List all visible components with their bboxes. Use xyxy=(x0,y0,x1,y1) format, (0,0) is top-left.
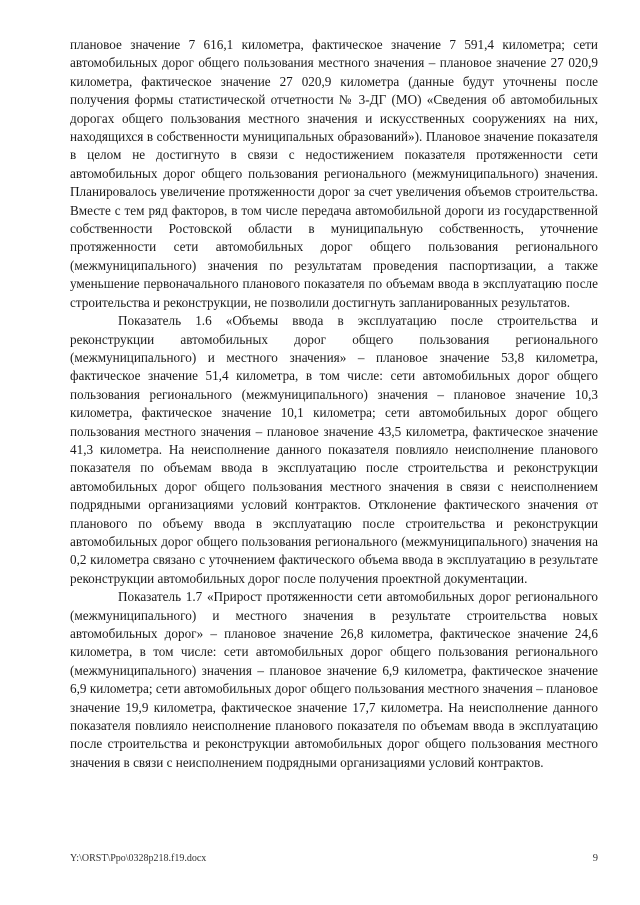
document-body xyxy=(70,36,598,772)
footer-file-path: Y:\ORST\Ppo\0328p218.f19.docx xyxy=(70,853,207,864)
paragraph-continuation: плановое значение 7 616,1 километра, фактическое значение 7 591,4 километра; сети автомобильных дорог общего пользования местного значения – плановое значение 27 020,9 километра, фактическое значение 27 020,9 километра (данные будут уточнены после получения формы статистической отчетности № 3-ДГ (МО) «Сведения об автомобильных дорогах общего пользования местного значения и искусственных сооружениях на них, находящихся в собственности муниципальных образований»). Плановое значение показателя в целом не достигнуто в связи с недостижением показателя протяженности сети автомобильных дорог общего пользования регионального (межмуниципального) значения. Планировалось увеличение протяженности дорог за счет увеличения объемов строительства. Вместе с тем ряд факторов, в том числе передача автомобильной дороги из государственной собственности Ростовской области в муниципальную собственность, уточнение протяженности сети автомобильных дорог общего пользования регионального (межмуниципального) значения по результатам проведения паспортизации, а также уменьшение первоначального планового показателя по объемам ввода в эксплуатацию после строительства и реконструкции, не позволили достигнуть запланированных результатов. xyxy=(70,37,598,310)
paragraph-indicator-1-6: Показатель 1.6 «Объемы ввода в эксплуатацию после строительства и реконструкции автомобильных дорог общего пользования регионального (межмуниципального) и местного значения» – плановое значение 53,8 километра, фактическое значение 51,4 километра, в том числе: сети автомобильных дорог общего пользования регионального (межмуниципального) значения – плановое значение 10,3 километра, фактическое значение 10,1 километра; сети автомобильных дорог общего пользования местного значения – плановое значение 43,5 километра, фактическое значение 41,3 километра. На неисполнение данного показателя повлияло неисполнение планового показателя по объемам ввода в эксплуатацию после строительства и реконструкции автомобильных дорог общего пользования местного значения в связи с неисполнением подрядными организациями условий контрактов. Отклонение фактического значения от планового по объему ввода в эксплуатацию после строительства и реконструкции автомобильных дорог общего пользования регионального (межмуниципального) значения на 0,2 километра связано с уточнением фактического объема ввода в эксплуатацию в результате реконструкции автомобильных дорог после получения проектной документации. xyxy=(70,313,598,586)
page-number: 9 xyxy=(592,853,598,864)
paragraph-indicator-1-7: Показатель 1.7 «Прирост протяженности сети автомобильных дорог регионального (межмуниципального) и местного значения в результате строительства новых автомобильных дорог» – плановое значение 26,8 километра, фактическое значение 24,6 километра, в том числе: сети автомобильных дорог общего пользования регионального (межмуниципального) значения – плановое значение 6,9 километра, фактическое значение 6,9 километра; сети автомобильных дорог общего пользования местного значения – плановое значение 19,9 километра, фактическое значение 17,7 километра. На неисполнение данного показателя повлияло неисполнение планового показателя по объемам ввода в эксплуатацию после строительства и реконструкции автомобильных дорог общего пользования местного значения в связи с неисполнением подрядными организациями условий контрактов. xyxy=(70,589,598,770)
